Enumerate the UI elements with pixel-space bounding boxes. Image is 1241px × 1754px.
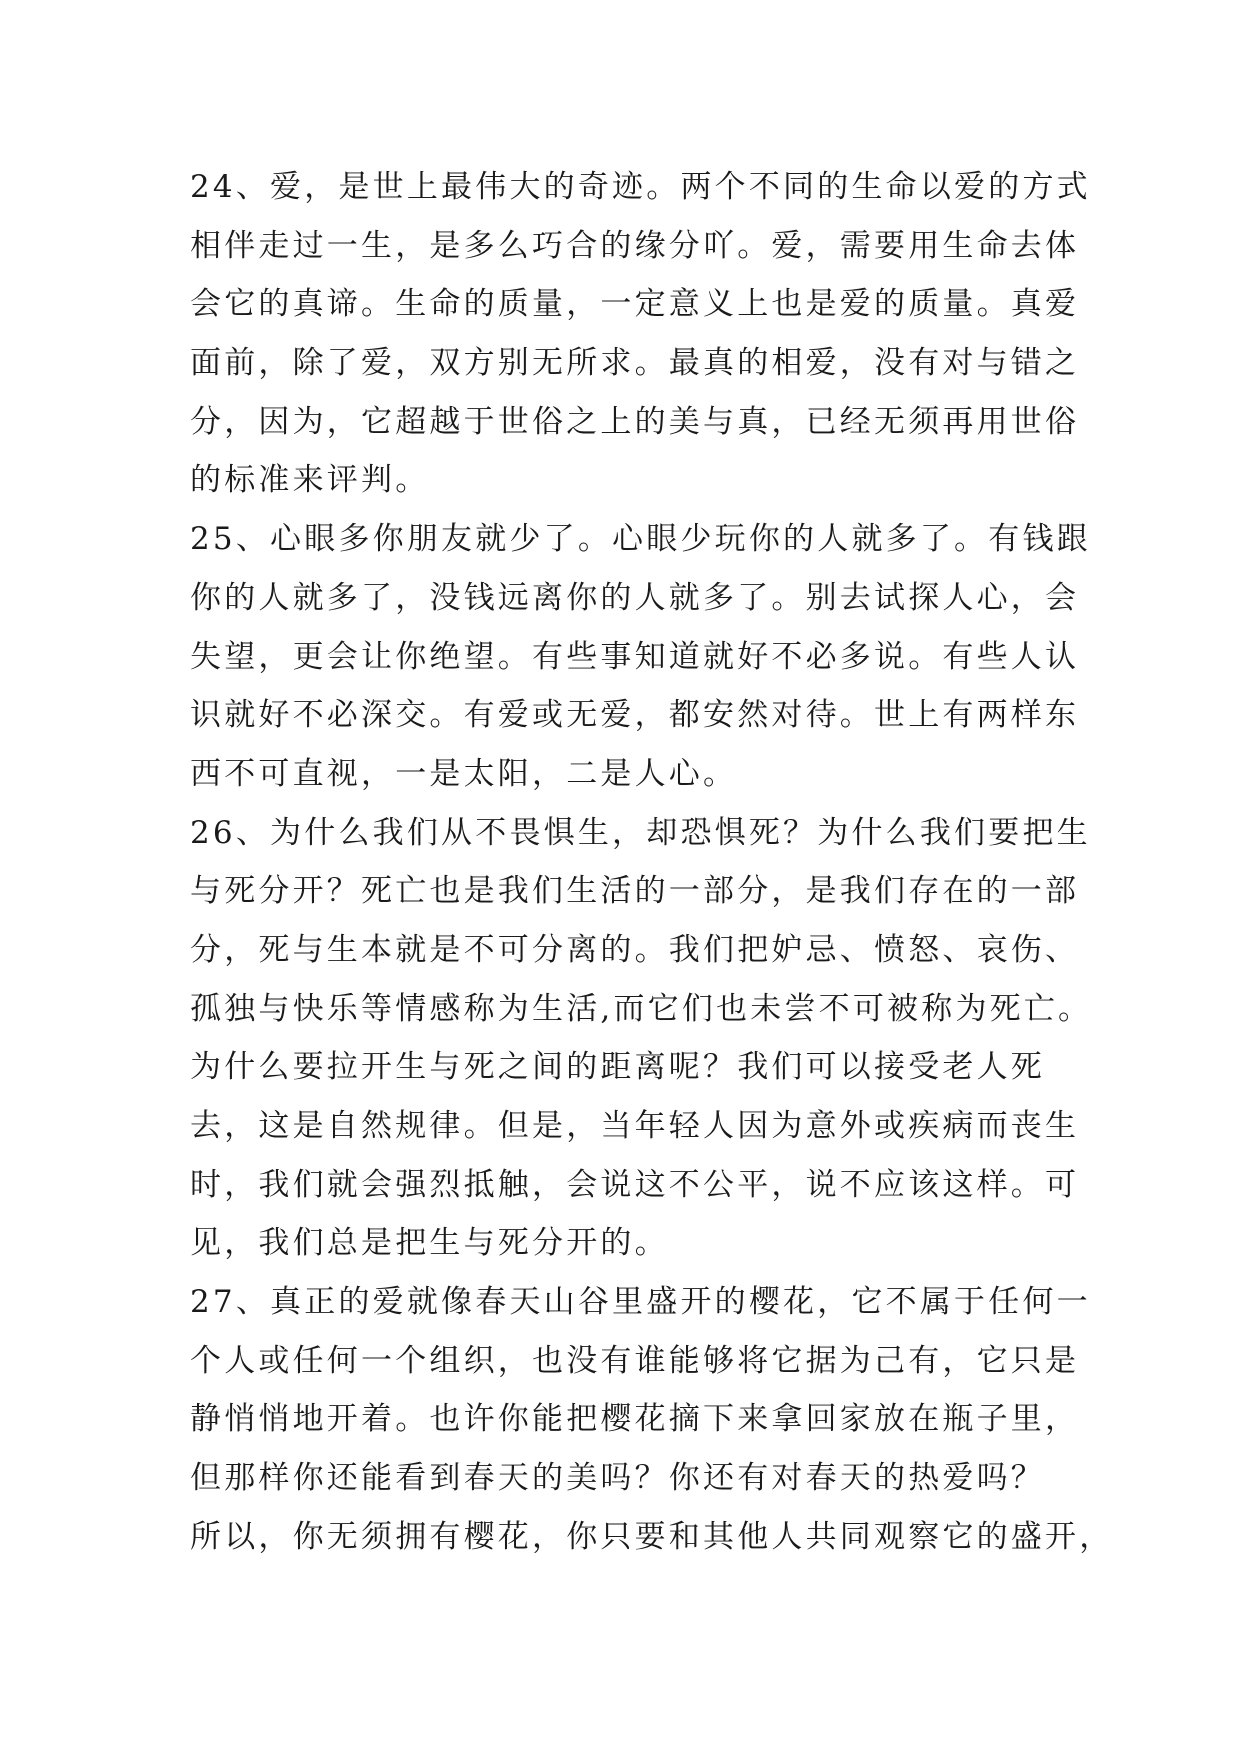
text-line: 27、真正的爱就像春天山谷里盛开的樱花，它不属于任何一 <box>190 1284 1091 1321</box>
text-line: 25、心眼多你朋友就少了。心眼少玩你的人就多了。有钱跟 <box>190 521 1091 558</box>
text-line: 静悄悄地开着。也许你能把樱花摘下来拿回家放在瓶子里， <box>190 1401 1080 1438</box>
body-text <box>190 158 1114 1567</box>
text-line: 你的人就多了，没钱远离你的人就多了。别去试探人心，会 <box>190 579 1080 616</box>
text-line: 失望，更会让你绝望。有些事知道就好不必多说。有些人认 <box>190 638 1080 675</box>
text-line: 见，我们总是把生与死分开的。 <box>190 1225 669 1262</box>
text-line: 西不可直视，一是太阳，二是人心。 <box>190 755 738 792</box>
text-line: 与死分开？死亡也是我们生活的一部分，是我们存在的一部 <box>190 873 1080 910</box>
text-line: 但那样你还能看到春天的美吗？你还有对春天的热爱吗？ <box>190 1460 1045 1497</box>
text-line: 分，因为，它超越于世俗之上的美与真，已经无须再用世俗 <box>190 403 1080 440</box>
text-line: 面前，除了爱，双方别无所求。最真的相爱，没有对与错之 <box>190 345 1080 382</box>
text-line: 相伴走过一生，是多么巧合的缘分吖。爱，需要用生命去体 <box>190 227 1080 264</box>
text-line: 去，这是自然规律。但是，当年轻人因为意外或疾病而丧生 <box>190 1108 1080 1144</box>
text-line: 孤独与快乐等情感称为生活,而它们也未尝不可被称为死亡。 <box>190 990 1093 1027</box>
text-line: 时，我们就会强烈抵触，会说这不公平，说不应该这样。可 <box>190 1166 1080 1203</box>
text-line: 24、爱，是世上最伟大的奇迹。两个不同的生命以爱的方式 <box>190 169 1091 205</box>
text-line: 所以，你无须拥有樱花，你只要和其他人共同观察它的盛开， <box>190 1518 1114 1555</box>
text-line: 分，死与生本就是不可分离的。我们把妒忌、愤怒、哀伤、 <box>190 931 1080 968</box>
text-line: 会它的真谛。生命的质量，一定意义上也是爱的质量。真爱 <box>190 286 1080 323</box>
text-line: 个人或任何一个组织，也没有谁能够将它据为己有，它只是 <box>190 1342 1080 1379</box>
text-line: 为什么要拉开生与死之间的距离呢？我们可以接受老人死 <box>190 1049 1045 1086</box>
text-line: 识就好不必深交。有爱或无爱，都安然对待。世上有两样东 <box>190 697 1080 734</box>
text-line: 的标准来评判。 <box>190 462 430 499</box>
text-line: 26、为什么我们从不畏惧生，却恐惧死？为什么我们要把生 <box>190 814 1091 851</box>
